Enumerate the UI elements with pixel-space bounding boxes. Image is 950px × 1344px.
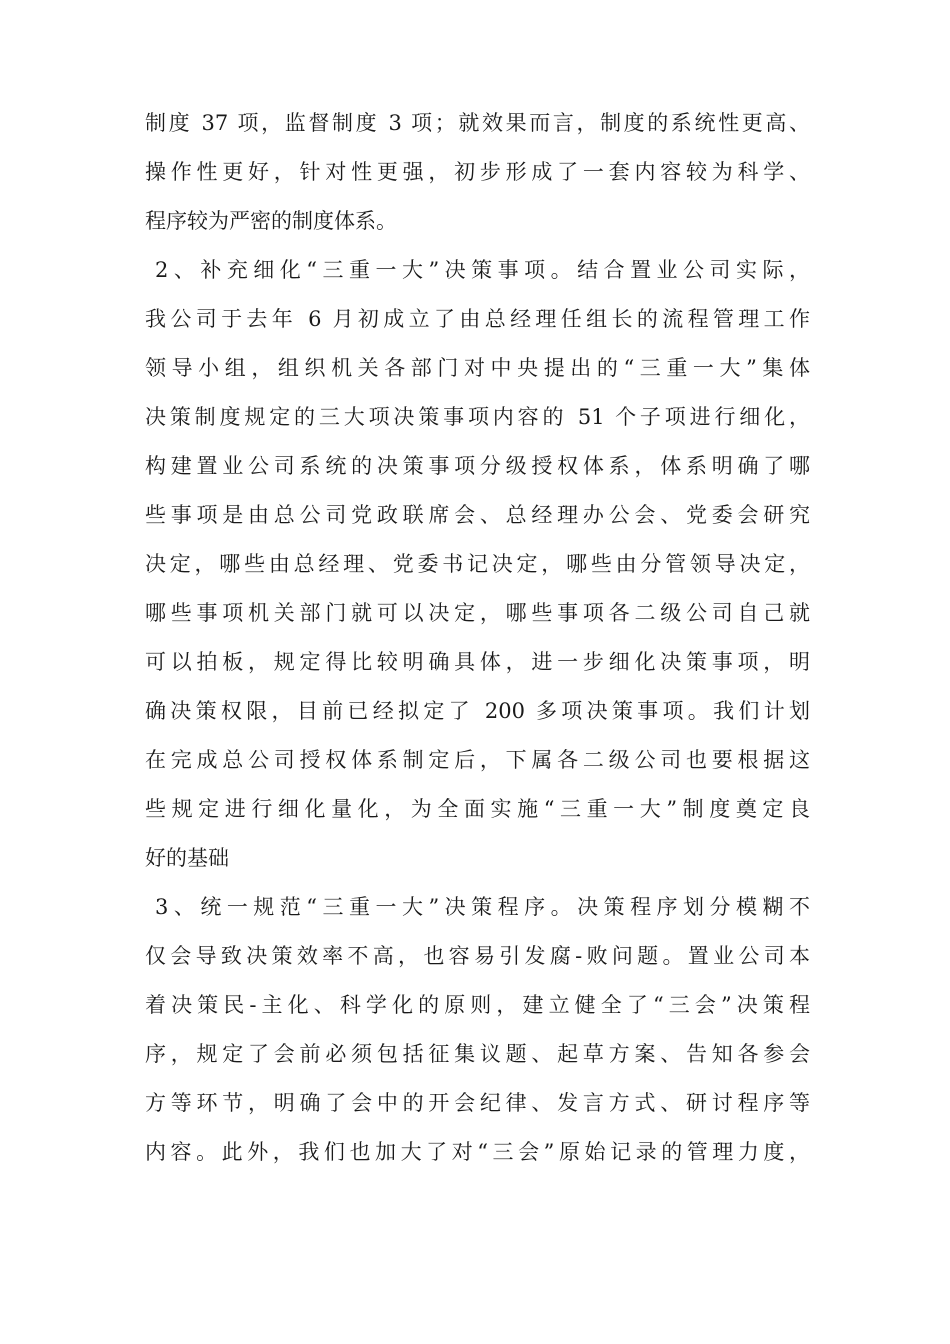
text-line: 制度 37 项，监督制度 3 项；就效果而言，制度的系统性更高、 xyxy=(145,111,810,135)
text-line: 3、统一规范“三重一大”决策程序。决策程序划分模糊不 xyxy=(155,895,810,919)
text-line: 序，规定了会前必须包括征集议题、起草方案、告知各参会 xyxy=(145,1042,810,1066)
text-line: 着决策民-主化、科学化的原则，建立健全了“三会”决策程 xyxy=(145,993,810,1017)
text-line: 仅会导致决策效率不高，也容易引发腐-败问题。置业公司本 xyxy=(145,944,810,968)
text-line: 确决策权限，目前已经拟定了 200 多项决策事项。我们计划 xyxy=(145,699,810,723)
text-line: 方等环节，明确了会中的开会纪律、发言方式、研讨程序等 xyxy=(145,1091,810,1115)
text-line: 决定，哪些由总经理、党委书记决定，哪些由分管领导决定， xyxy=(145,552,810,576)
text-line: 些事项是由总公司党政联席会、总经理办公会、党委会研究 xyxy=(145,503,810,527)
text-line: 操作性更好，针对性更强，初步形成了一套内容较为科学、 xyxy=(145,160,810,184)
text-line: 哪些事项机关部门就可以决定，哪些事项各二级公司自己就 xyxy=(145,601,810,625)
text-line: 好的基础 xyxy=(145,846,229,870)
text-line: 可以拍板，规定得比较明确具体，进一步细化决策事项，明 xyxy=(145,650,810,674)
text-line: 我公司于去年 6 月初成立了由总经理任组长的流程管理工作 xyxy=(145,307,810,331)
text-line: 2、补充细化“三重一大”决策事项。结合置业公司实际， xyxy=(155,258,810,282)
text-line: 些规定进行细化量化，为全面实施“三重一大”制度奠定良 xyxy=(145,797,810,821)
text-line: 程序较为严密的制度体系。 xyxy=(145,209,397,233)
text-line: 构建置业公司系统的决策事项分级授权体系，体系明确了哪 xyxy=(145,454,810,478)
text-line: 内容。此外，我们也加大了对“三会”原始记录的管理力度， xyxy=(145,1140,810,1164)
text-line: 决策制度规定的三大项决策事项内容的 51 个子项进行细化， xyxy=(145,405,810,429)
text-line: 领导小组，组织机关各部门对中央提出的“三重一大”集体 xyxy=(145,356,810,380)
text-line: 在完成总公司授权体系制定后，下属各二级公司也要根据这 xyxy=(145,748,810,772)
